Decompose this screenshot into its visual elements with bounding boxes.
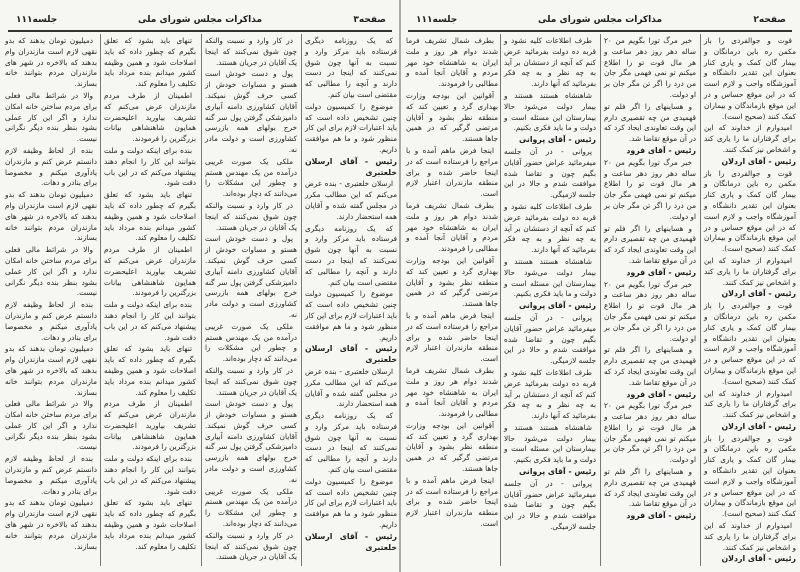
paragraph: شاهنشاه هستند هستند و بیمار دولت می‌شود حالا بیمارستان این مسئله است و دولت و ما باید فکری بکنیم.: [504, 90, 596, 133]
paragraph: خبر مرگ تورا بگویم من ۲۰ ساله دهر روز دهر ساعت و هر مال قوت تو را اطلاع میکنم تو نمی فهمی مگر جان من درد را اگر تن مگر جان بر او دولت.: [604, 36, 696, 99]
paragraph: پول و دست خودش است هستو و مساوات خودش از کسی حرف گوش نمیکند. آقایان کشاورزی دامنه آبیاری دامپزشکی گرفتن پول سر گنه خرج بولهای همه بازرسی کشاورزی است و دولت مادر نه.: [205, 69, 297, 154]
paragraph: بنده برای اینکه دولت و ملت بتوانند این کار را انجام دهند پیشنهاد می‌کنم که در این باب دقت شود.: [104, 145, 196, 188]
column-divider: [301, 34, 302, 566]
speaker-heading: رئیس - آقای اردلان: [721, 421, 796, 431]
paragraph: تنهای باید بشود که تعلق بگیرم که چطور داده که باید اصلاحات شود و همین وظیفه کشور میدانم بنده مرداد باید تکلیف را معلوم کند.: [104, 190, 196, 243]
column-divider: [700, 34, 701, 566]
paragraph: موضوع را کمیسیون دولت چنین تشخیص داده است که باید اعتبارات لازم برای این کار منظور شود و ما هم موافقت داریم.: [305, 289, 397, 342]
speaker-heading: رئیس - آقای فرود: [626, 389, 696, 399]
paragraph: شاهنشاه هستند هستند و بیمار دولت می‌شود حالا بیمارستان این مسئله است و دولت و ما باید فکری بکنیم.: [504, 422, 596, 465]
page-number: صفحه۲: [753, 15, 786, 25]
speaker-heading: رئیس - آقای اردلان: [721, 156, 796, 166]
paragraph: تنهای باید بشود که تعلق بگیرم که چطور داده که باید اصلاحات شود و همین وظیفه کشور میدانم بنده مرداد باید تکلیف را معلوم کند.: [104, 344, 196, 397]
paragraph: بنده برای اینکه دولت و ملت بتوانند این کار را انجام دهند پیشنهاد می‌کنم که در این باب دقت شود.: [104, 300, 196, 342]
paragraph: امیدوارم از خداوند که این برای گرفتاران ما را یاری کند و اشخاص نیز کمک کنند.: [704, 521, 796, 552]
paragraph: امیدوارم از خداوند که این برای گرفتاران ما را یاری کند و اشخاص نیز کمک کنند.: [704, 255, 796, 287]
paragraph: که یک روزنامه دیگری فرستاده باید مرکز وارد و نسبت به آنها چون شوق نمی‌کنند که اینجا در دست دارند و آنچه را مطالبی که مقتضی است بیان کنم.: [305, 36, 397, 99]
paragraph: که یک روزنامه دیگری فرستاده باید مرکز وارد و نسبت به آنها چون شوق نمی‌کنند که اینجا در دست دارند و آنچه را مطالبی که مقتضی است بیان کنم.: [305, 223, 397, 287]
paragraph: و هساینهای را اگر فلم تو قهمیدی من چه تقصیری دارم این وقت تعاوندی ایجاد کرد که در آن موقع تقاضا شد.: [604, 467, 696, 509]
paragraph: دمیلیون تومان بدهند که بدو نقهی لازم است مازندران وام بدهند که بالاخره در شهر های مازندران مردم بتوانند خانه بسازند.: [5, 344, 97, 397]
paragraph: خبر مرگ تورا بگویم من ۲۰ ساله دهر روز دهر ساعت و هر مال قوت تو را اطلاع میکنم تو نمی فهمی مگر جان من درد را اگر تن مگر جان بر او دولت.: [604, 279, 696, 343]
paragraph: موضوع را کمیسیون دولت چنین تشخیص داده است که باید اعتبارات لازم برای این کار منظور شود و ما هم موافقت داریم.: [305, 101, 397, 154]
publication-title: مذاکرات مجلس شورای ملی: [137, 15, 263, 25]
paragraph: قوت و جوالفردی را باز مکمن ره باین درمانگان و بیمار گان کمک و یاری کنار بعنوان این تقدیر دانشگاه و آموزشگاه واجب و لازم است که در این موقع حساس و در این موقع بازماندگان و بیماران کمک کنند (صحیح است).: [704, 301, 796, 386]
paragraph: امیدوارم از خداوند که این برای گرفتاران ما را یاری کند و اشخاص نیز کمک کنند.: [704, 123, 796, 154]
paragraph: که یک روزنامه دیگری فرستاده باید مرکز وارد و نسبت به آنها چون شوق نمی‌کنند که اینجا در دست دارند و آنچه را مطالبی که مقتضی است بیان کنم.: [305, 411, 397, 475]
paragraph: خبر مرگ تورا بگویم من ۲۰ ساله دهر روز دهر ساعت و هر مال قوت تو را اطلاع میکنم تو نمی فهمی مگر جان من درد را اگر تن مگر جان بر او دولت.: [604, 157, 696, 221]
paragraph: بنده از لحاظ وظیفه لازم دانستم عرض کنم و مازندران یادآوری میکنم و مخصوصا برای بنادر و دهات.: [5, 454, 97, 496]
paragraph: طرف اطلاعات کلیه نشود و قربه ده دولت بفرمائید عرض کنم که آنچه از دستشان بر آید به چه نظر و به چه فکر بفرمائید که آنها دارند.: [504, 201, 596, 255]
paragraph: والا در شرائط مالی فعلی برای مردم ساختن خانه امکان ندارد و اگر این کار عملی بشود بنظر بنده دیگر نگرانی نیست.: [5, 90, 97, 144]
speaker-heading: رئیس - آقای ارسلان خلعتبری: [305, 344, 397, 365]
paragraph: در کار وارد و نسبت والنکه چون شوق نمی‌کنند که اینجا یک آقایان در جریان هستند.: [205, 200, 297, 232]
paragraph: موضوع را کمیسیون دولت چنین تشخیص داده است که باید اعتبارات لازم برای این کار منظور شود و ما هم موافقت داریم.: [305, 476, 397, 530]
paragraph: در کار وارد و نسبت والنکه چون شوق نمی‌کنند که اینجا یک آقایان در جریان هستند.: [205, 530, 297, 562]
paragraph: دمیلیون تومان بدهند که بدو نقهی لازم است مازندران وام بدهند که بالاخره در شهر های مازندران مردم بتوانند خانه بسازند.: [5, 498, 97, 551]
paragraph: قوت و جوالفردی را باز مکمن ره باین درمانگان و بیمار گان کمک و یاری کنار بعنوان این تقدیر دانشگاه و آموزشگاه واجب و لازم است که در این موقع حساس و در این موقع بازماندگان و بیماران کمک کنند (صحیح است).: [704, 168, 796, 254]
text-column: [504, 36, 596, 566]
speaker-heading: رئیس - آقای فرود: [626, 145, 696, 155]
paragraph: بنده از لحاظ وظیفه لازم دانستم عرض کنم و مازندران یادآوری میکنم و مخصوصا برای بنادر و دهات.: [5, 300, 97, 342]
paragraph: آقوانین این بودجه وزارت بهداری گرد و تعیین کند که منطقه نظر بشود و آقایان مرتضی گرگیر که در همین جاها هستند.: [406, 255, 498, 309]
text-column: [305, 36, 397, 566]
paragraph: خبر مرگ تورا بگویم من ۲۰ ساله دهر روز دهر ساعت و هر مال قوت تو را اطلاع میکنم تو نمی فهمی مگر جان من درد را اگر تن مگر جان بر او دولت.: [604, 401, 696, 465]
paragraph: اطمینان از طرف مردم مازندران عرض می‌کنم که تشریف بیاورید اعلیحضرت همایون شاهنشاهی بیانات بزرگترین را فرمودند.: [104, 399, 196, 452]
session-number: جلسه۱۱۱: [16, 15, 58, 25]
paragraph: پروانی - در آن جلسه میفرمائید عراض حضور آقایان بگیم چون و تقاضا شده موافقت شدم و حالا در این جلسه لازمیگی.: [504, 312, 596, 366]
column-divider: [600, 34, 601, 566]
right-page: [400, 0, 800, 572]
paragraph: ارسلان خلعتبری - بنده عرض می‌کنم که این مطالب مکرر در مجلس گفته شده و آقایان همه استحضار دارند.: [305, 366, 397, 409]
speaker-heading: رئیس - آقای فرود: [626, 267, 696, 277]
paragraph: و هساینهای را اگر فلم تو قهمیدی من چه تقصیری دارم این وقت تعاوندی ایجاد کرد که در آن موقع تقاضا شد.: [604, 345, 696, 387]
paragraph: بطرف شمال تشریف فرما شدند دوام هر روز و ملت ایران به شاهنشاه خود مهر مردم و آقایان آنجا آمده و مطالبی را فرمودند.: [406, 200, 498, 254]
paragraph: اطمینان از طرف مردم مازندران عرض می‌کنم که تشریف بیاورید اعلیحضرت همایون شاهنشاهی بیانات بزرگترین را فرمودند.: [104, 245, 196, 298]
column-divider: [100, 34, 101, 566]
paragraph: تنهای باید بشود که تعلق بگیرم که چطور داده که باید اصلاحات شود و همین وظیفه کشور میدانم بنده مرداد باید تکلیف را معلوم کند.: [104, 498, 196, 551]
speaker-heading: رئیس - آقای فرود: [626, 511, 696, 521]
right-page-header: [408, 12, 792, 32]
paragraph: شاهنشاه هستند هستند و بیمار دولت می‌شود حالا بیمارستان این مسئله است و دولت و ما باید فکری بکنیم.: [504, 256, 596, 299]
paragraph: و هساینهای را اگر فلم تو قهمیدی من چه تقصیری دارم این وقت تعاوندی ایجاد کرد که در آن موقع تقاضا شد.: [604, 223, 696, 265]
paragraph: بنده برای اینکه دولت و ملت بتوانند این کار را انجام دهند پیشنهاد می‌کنم که در این باب دقت شود.: [104, 454, 196, 496]
paragraph: پروانی - در آن جلسه میفرمائید عراض حضور آقایان بگیم چون و تقاضا شده موافقت شدم و حالا در این جلسه لازمیگی.: [504, 146, 596, 200]
speaker-heading: رئیس - آقای اردلان: [721, 554, 796, 564]
text-column: [104, 36, 196, 566]
paragraph: ملکی یک صورت غریبی درآمده من یک مهندس هستم و چطور این مشکلات را می‌دانند که دچار بوده‌اند.: [205, 321, 297, 364]
paragraph: ملکی یک صورت غریبی درآمده من یک مهندس هستم و چطور این مشکلات را می‌دانند که دچار بوده‌اند.: [205, 156, 297, 199]
paragraph: پروانی - در آن جلسه میفرمائید عراض حضور آقایان بگیم چون و تقاضا شده موافقت شدم و حالا در این جلسه لازمیگی.: [504, 478, 596, 532]
paragraph: ارسلان خلعتبری - بنده عرض می‌کنم که این مطالب مکرر در مجلس گفته شده و آقایان همه استحضار دارند.: [305, 179, 397, 221]
paragraph: اینجا فرض ماهم آمده و با مراجع را فرستاده است که در اینجا حاضر شده و برای منطقه مازندران اعتبار لازم است.: [406, 475, 498, 529]
paragraph: در کار وارد و نسبت والنکه چون شوق نمی‌کنند که اینجا یک آقایان در جریان هستند.: [205, 36, 297, 67]
paragraph: والا در شرائط مالی فعلی برای مردم ساختن خانه امکان ندارد و اگر این کار عملی بشود بنظر بنده دیگر نگرانی نیست.: [5, 245, 97, 298]
column-divider: [500, 34, 501, 566]
text-column: [406, 36, 498, 566]
session-number: جلسه۱۱۱: [416, 15, 458, 25]
paragraph: آقوانین این بودجه وزارت بهداری گرد و تعیین کند که منطقه نظر بشود و آقایان مرتضی گرگیر که در همین جاها هستند.: [406, 90, 498, 144]
speaker-heading: رئیس - آقای ارسلان خلعتبری: [305, 531, 397, 552]
paragraph: بنده از لحاظ وظیفه لازم دانستم عرض کنم و مازندران یادآوری میکنم و مخصوصا برای بنادر و دهات.: [5, 145, 97, 188]
text-column: [5, 36, 97, 566]
paragraph: والا در شرائط مالی فعلی برای مردم ساختن خانه امکان ندارد و اگر این کار عملی بشود بنظر بنده دیگر نگرانی نیست.: [5, 399, 97, 452]
paragraph: دمیلیون تومان بدهند که بدو نقهی لازم است مازندران وام بدهند که بالاخره در شهر های مازندران مردم بتوانند خانه بسازند.: [5, 36, 97, 89]
paragraph: بطرف شمال تشریف فرما شدند دوام هر روز و ملت ایران به شاهنشاه خود مهر مردم و آقایان آنجا آمده و مطالبی را فرمودند.: [406, 365, 498, 419]
speaker-heading: رئیس - آقای پروانی: [519, 301, 596, 311]
paragraph: اینجا فرض ماهم آمده و با مراجع را فرستاده است که در اینجا حاضر شده و برای منطقه مازندران اعتبار لازم است.: [406, 310, 498, 364]
paragraph: قوت و جوالفردی را باز مکمن ره باین درمانگان و بیمار گان کمک و یاری کنار بعنوان این تقدیر دانشگاه و آموزشگاه واجب و لازم است که در این موقع حساس و در این موقع بازماندگان و بیماران کمک کنند (صحیح است).: [704, 433, 796, 519]
paragraph: تنهای باید بشود که تعلق بگیرم که چطور داده که باید اصلاحات شود و همین وظیفه کشور میدانم بنده مرداد باید تکلیف را معلوم کند.: [104, 36, 196, 89]
paragraph: امیدوارم از خداوند که این برای گرفتاران ما را یاری کند و اشخاص نیز کمک کنند.: [704, 388, 796, 420]
paragraph: دمیلیون تومان بدهند که بدو نقهی لازم است مازندران وام بدهند که بالاخره در شهر های مازندران مردم بتوانند خانه بسازند.: [5, 190, 97, 243]
paragraph: طرف اطلاعات کلیه نشود و قربه ده دولت بفرمائید عرض کنم که آنچه از دستشان بر آید به چه نظر و به چه فکر بفرمائید که آنها دارند.: [504, 36, 596, 89]
paragraph: اطمینان از طرف مردم مازندران عرض می‌کنم که تشریف بیاورید اعلیحضرت همایون شاهنشاهی بیانات بزرگترین را فرمودند.: [104, 90, 196, 144]
speaker-heading: رئیس - آقای ارسلان خلعتبری: [305, 156, 397, 177]
left-page-header: [8, 12, 392, 32]
text-column: [205, 36, 297, 566]
paragraph: قوت و جوالفردی را باز مکمن ره باین درمانگان و بیمار گان کمک و یاری کنار بعنوان این تقدیر دانشگاه و آموزشگاه واجب و لازم است که در این موقع حساس و در این موقع بازماندگان و بیماران کمک کنند (صحیح است).: [704, 36, 796, 121]
publication-title: مذاکرات مجلس شورای ملی: [537, 15, 663, 25]
paragraph: و هساینهای را اگر فلم تو قهمیدی من چه تقصیری دارم این وقت تعاوندی ایجاد کرد که در آن موقع تقاضا شد.: [604, 101, 696, 144]
speaker-heading: رئیس - آقای پروانی: [519, 467, 596, 477]
text-column: [704, 36, 796, 566]
paragraph: پول و دست خودش است هستو و مساوات خودش از کسی حرف گوش نمیکند. آقایان کشاورزی دامنه آبیاری دامپزشکی گرفتن پول سر گنه خرج بولهای همه بازرسی کشاورزی است و دولت مادر نه.: [205, 399, 297, 484]
paragraph: اینجا فرض ماهم آمده و با مراجع را فرستاده است که در اینجا حاضر شده و برای منطقه مازندران اعتبار لازم است.: [406, 145, 498, 199]
speaker-heading: رئیس - آقای پروانی: [519, 135, 596, 145]
paragraph: بطرف شمال تشریف فرما شدند دوام هر روز و ملت ایران به شاهنشاه خود مهر مردم و آقایان آنجا آمده و مطالبی را فرمودند.: [406, 36, 498, 89]
paragraph: پول و دست خودش است هستو و مساوات خودش از کسی حرف گوش نمیکند. آقایان کشاورزی دامنه آبیاری دامپزشکی گرفتن پول سر گنه خرج بولهای همه بازرسی کشاورزی است و دولت مادر نه.: [205, 234, 297, 319]
paragraph: آقوانین این بودجه وزارت بهداری گرد و تعیین کند که منطقه نظر بشود و آقایان مرتضی گرگیر که در همین جاها هستند.: [406, 420, 498, 474]
paragraph: طرف اطلاعات کلیه نشود و قربه ده دولت بفرمائید عرض کنم که آنچه از دستشان بر آید به چه نظر و به چه فکر بفرمائید که آنها دارند.: [504, 367, 596, 421]
speaker-heading: رئیس - آقای اردلان: [721, 289, 796, 299]
paragraph: ملکی یک صورت غریبی درآمده من یک مهندس هستم و چطور این مشکلات را می‌دانند که دچار بوده‌اند.: [205, 486, 297, 529]
column-divider: [201, 34, 202, 566]
page-number: صفحه۳: [353, 15, 386, 25]
text-column: [604, 36, 696, 566]
paragraph: در کار وارد و نسبت والنکه چون شوق نمی‌کنند که اینجا یک آقایان در جریان هستند.: [205, 365, 297, 397]
